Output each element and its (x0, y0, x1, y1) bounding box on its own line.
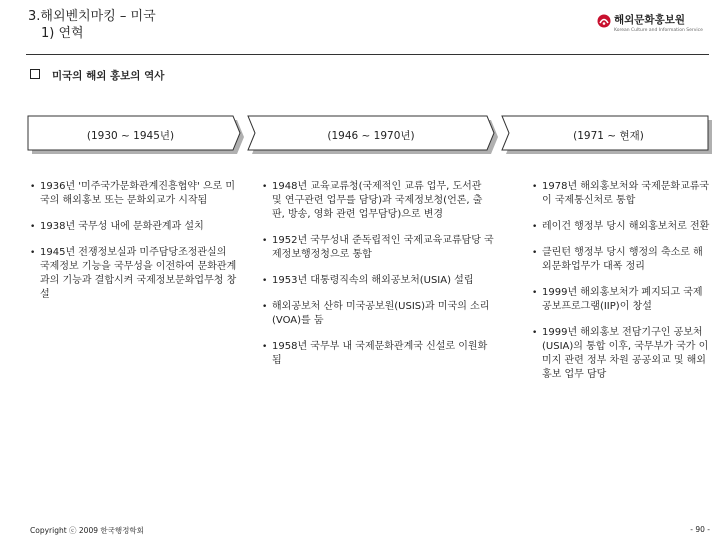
list-item: • 해외공보처 산하 미국공보원(USIS)과 미국의 소리(VOA)를 둠 (262, 301, 490, 326)
bullet-icon: • (262, 302, 268, 312)
list-item: • 레이건 행정부 당시 해외홍보처로 전환 (532, 221, 710, 232)
bullet-icon: • (262, 276, 268, 286)
list-item: • 1953년 대통령직속의 해외공보처(USIA) 설립 (262, 275, 474, 286)
bullet-icon: • (532, 222, 538, 232)
list-item: • 1952년 국무성내 준독립적인 국제교육교류담당 국제정보행정청으로 통합 (262, 235, 494, 260)
slide-title: 3.해외벤치마킹 – 미국 (28, 9, 156, 24)
period-label-1: (1930 ~ 1945년) (86, 130, 175, 142)
section-title: 미국의 해외 홍보의 역사 (52, 70, 165, 82)
list-item: • 1958년 국무부 내 국제문화관계국 신설로 이원화 됨 (262, 341, 488, 366)
logo-english-name: Korean Culture and Information Service (614, 28, 703, 33)
list-item: • 클린턴 행정부 당시 행정의 축소로 해외문화업무가 대폭 정리 (532, 247, 703, 272)
bullet-icon: • (262, 182, 268, 192)
bullet-icon: • (262, 342, 268, 352)
slide-subtitle: 1) 연혁 (41, 26, 84, 41)
column-2 (262, 180, 494, 368)
column-1 (30, 180, 238, 302)
column-3 (532, 180, 712, 382)
list-item: • 1945년 전쟁정보실과 미주담당조정관실의 국제정보 기능을 국무성을 이전하여 문화관계과의 기능과 결합시켜 국제정보문화업무청 창설 (30, 247, 237, 300)
list-item: • 1936년 '미주국가문화관계진흥협약' 으로 미국의 해외홍보 또는 문화외교가 시작됨 (30, 181, 236, 206)
bullet-icon: • (262, 236, 268, 246)
bullet-icon: • (532, 288, 538, 298)
list-item: • 1978년 해외홍보처와 국제문화교류국이 국제통신처로 통합 (532, 181, 710, 206)
bullet-icon: • (30, 222, 36, 232)
page-number: - 90 - (690, 525, 710, 534)
list-item: • 1999년 해외홍보처가 폐지되고 국제공보프로그램(IIP)이 창설 (532, 287, 703, 312)
bullet-icon: • (532, 182, 538, 192)
list-item: • 1999년 해외홍보 전담기구인 공보처(USIA)의 통합 이후, 국무부가 국가 이미지 관련 정부 차원 공공외교 및 해외 홍보 업무 담당 (532, 327, 709, 380)
period-label-3: (1971 ~ 현재) (573, 130, 644, 142)
bullet-icon: • (532, 248, 538, 258)
logo-name: 해외문화홍보원 (614, 14, 686, 26)
list-item: • 1938년 국무성 내에 문화관계과 설치 (30, 221, 204, 232)
list-item: • 1948년 교육교류청(국제적인 교류 업무, 도서관 및 연구관련 업무를 담당)과 국제정보청(언론, 출판, 방송, 영화 관련 업무담당)으로 변경 (262, 181, 483, 220)
bullet-icon: • (532, 328, 538, 338)
copyright-text: Copyright ⓒ 2009 한국행정학회 (30, 526, 144, 535)
bullet-icon: • (30, 248, 36, 258)
period-label-2: (1946 ~ 1970년) (327, 130, 415, 142)
bullet-icon: • (30, 182, 36, 192)
